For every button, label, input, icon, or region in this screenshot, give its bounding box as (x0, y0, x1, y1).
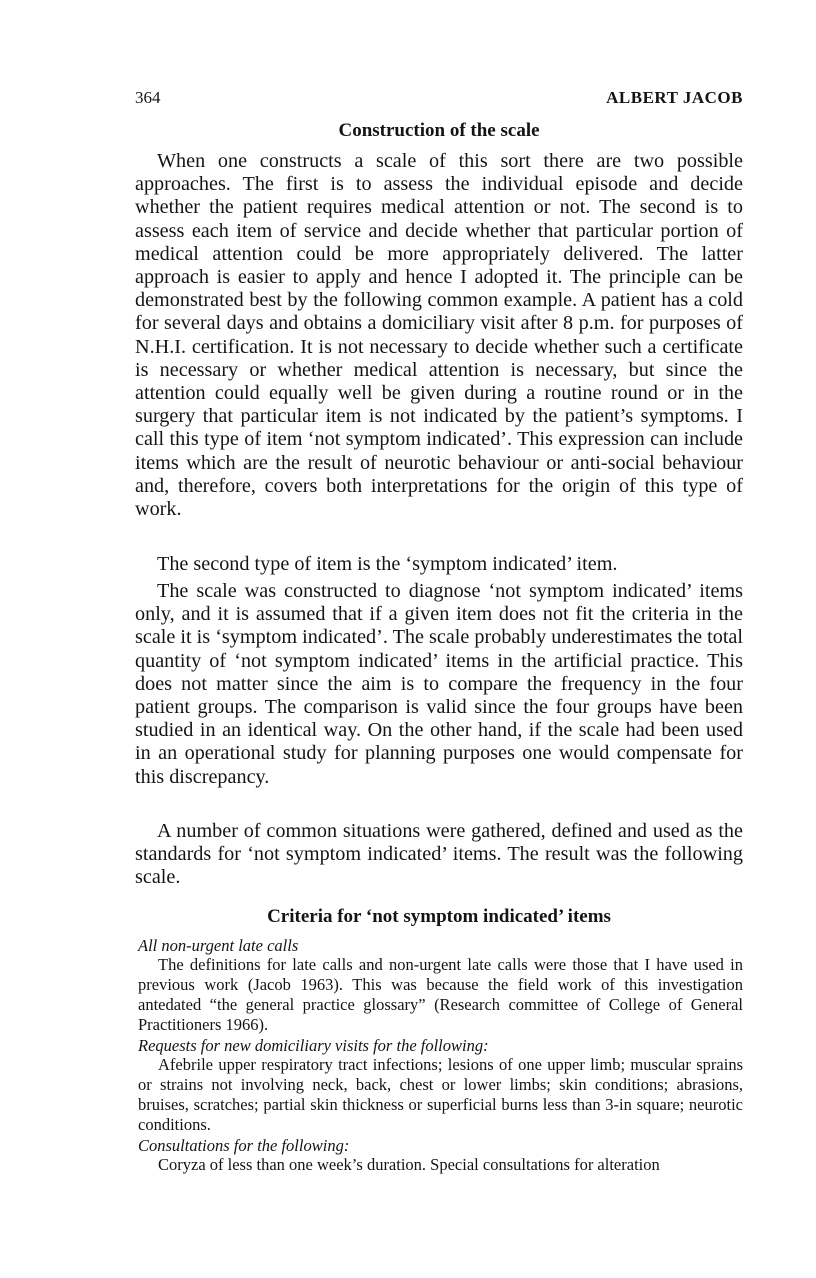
paragraph-common-situations: A number of common situations were gathered, defined and used as the standards for ‘not symptom indicated’ items. The result was the following scale. (135, 820, 743, 889)
criteria-heading-late-calls: All non-urgent late calls (138, 936, 299, 955)
criteria-heading-consultations: Consultations for the following: (138, 1136, 350, 1155)
criteria-title: Criteria for ‘not symptom indicated’ items (267, 906, 611, 927)
paragraph-second-type: The second type of item is the ‘symptom indicated’ item. (157, 553, 618, 575)
paragraph-scale-construction: The scale was constructed to diagnose ‘not symptom indicated’ items only, and it is assumed that if a given item does not fit the criteria in the scale it is ‘symptom indicated’. The scale probably underestimates the total quantity of ‘not symptom indicated’ items in the artificial practice. This does not matter since the aim is to compare the frequency in the four patient groups. The comparison is valid since the four groups have been studied in an identical way. On the other hand, if the scale had been used in an operational study for planning purposes one would compensate for this discrepancy. (135, 580, 743, 788)
criteria-heading-domiciliary: Requests for new domiciliary visits for the following: (138, 1036, 489, 1055)
criteria-text-consultations: Coryza of less than one week’s duration. Special consultations for alteration (158, 1155, 660, 1174)
paragraph-approaches: When one constructs a scale of this sort there are two possible approaches. The first is to assess the individual episode and decide whether the patient requires medical attention or not. The second is to assess each item of service and decide whether that particular portion of medical attention could be more appropriately delivered. The latter approach is easier to apply and hence I adopted it. The principle can be demonstrated best by the following common example. A patient has a cold for several days and obtains a domiciliary visit after 8 p.m. for purposes of N.H.I. certification. It is not necessary to decide whether such a certificate is necessary or whether medical attention is necessary, but since the attention could equally well be given during a routine round or in the surgery that particular item is not indicated by the patient’s symptoms. I call this type of item ‘not symptom indicated’. This expression can include items which are the result of neurotic behaviour or anti-social behaviour and, therefore, covers both interpretations for the origin of this type of work. (135, 150, 743, 521)
criteria-text-domiciliary: Afebrile upper respiratory tract infections; lesions of one upper limb; muscular sprains or strains not involving neck, back, chest or lower limbs; skin conditions; abrasions, bruises, scratches; partial skin thickness or superficial burns less than 3-in square; neurotic conditions. (138, 1055, 743, 1134)
running-head (135, 88, 743, 110)
section-title: Construction of the scale (338, 120, 540, 141)
criteria-text-late-calls: The definitions for late calls and non-urgent late calls were those that I have used in previous work (Jacob 1963). This was because the field work of this investigation antedated “the general practice glossary” (Research committee of College of General Practitioners 1966). (138, 955, 743, 1034)
page-number: 364 (135, 88, 161, 107)
running-head-author: ALBERT JACOB (606, 88, 743, 107)
